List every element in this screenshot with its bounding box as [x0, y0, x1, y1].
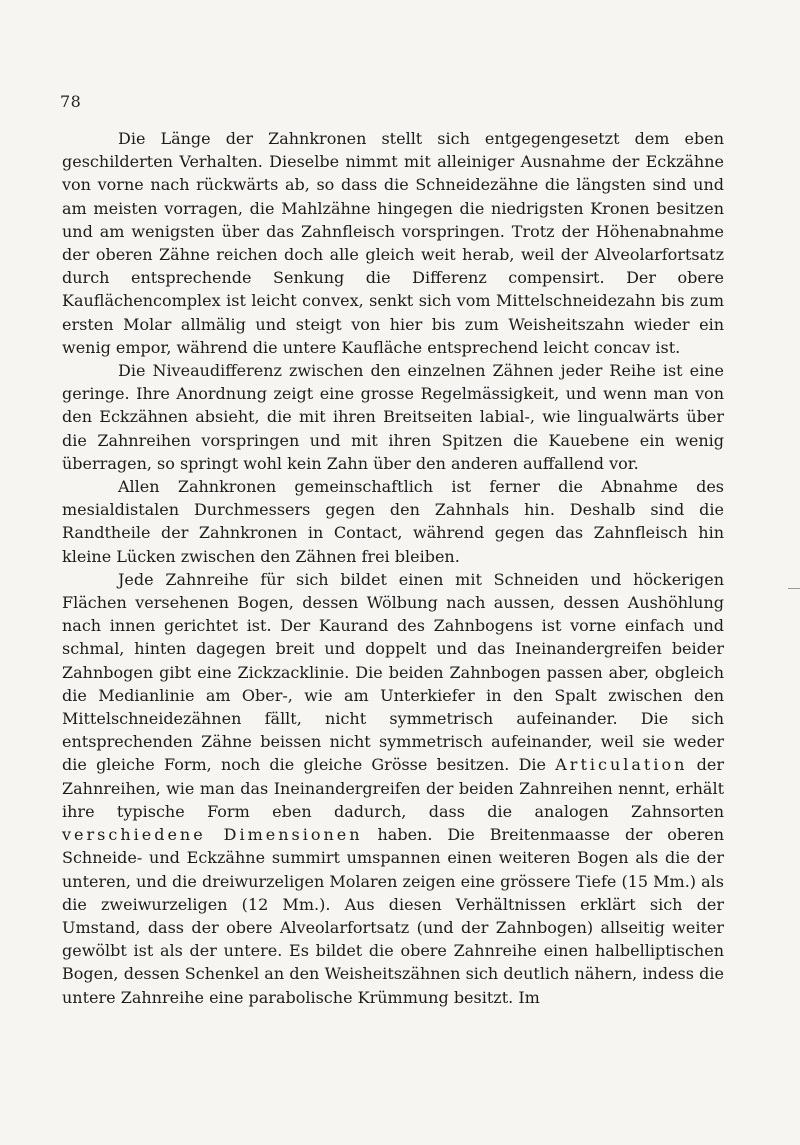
paragraph-3: Allen Zahnkronen gemeinschaftlich ist ferner die Abnahme des mesialdistalen Durchmessers gegen den Zahnhals hin. Deshalb sind die Randtheile der Zahnkronen in Contact, während gegen das Zahnfleisch hin kleine Lücken zwischen den Zähnen frei bleiben.: [62, 477, 724, 566]
paragraph-4-part-2: der Zahnreihen, wie man das Ineinandergreifen der beiden Zahnreihen nennt, erhält ihre typische Form eben dadurch, dass die analogen Zahnsorten: [62, 755, 724, 821]
emphasis-articulation: Articulation: [555, 755, 688, 775]
paragraph-4: [62, 568, 724, 1009]
page-number: 78: [60, 92, 82, 111]
body-text: [62, 127, 724, 1009]
paragraph-4-part-1: Jede Zahnreihe für sich bildet einen mit Schneiden und höckerigen Flächen versehenen Bogen, dessen Wölbung nach aussen, dessen Aushöhlung nach innen gerichtet ist. Der Kaurand des Zahnbogens ist vorne einfach und schmal, hinten dagegen breit und doppelt und das Ineinandergreifen beider Zahnbogen gibt eine Zickzacklinie. Die beiden Zahnbogen passen aber, obgleich die Medianlinie am Ober-, wie am Unterkiefer in den Spalt zwischen den Mittelschneidezähnen fällt, nicht symmetrisch aufeinander. Die sich entsprechenden Zähne beissen nicht symmetrisch aufeinander, weil sie weder die gleiche Form, noch die gleiche Grösse besitzen. Die: [62, 569, 724, 775]
paragraph-4-part-3: haben. Die Breitenmaasse der oberen Schneide- und Eckzähne summirt umspannen einen weiteren Bogen als die der unteren, und die dreiwurzeligen Molaren zeigen eine grössere Tiefe (15 Mm.) als die zweiwurzeligen (12 Mm.). Aus diesen Verhältnissen erklärt sich der Umstand, dass der obere Alveolarfortsatz (und der Zahnbogen) allseitig weiter gewölbt ist als der untere. Es bildet die obere Zahnreihe einen halbelliptischen Bogen, dessen Schenkel an den Weisheitszähnen sich deutlich nähern, indess die untere Zahnreihe eine parabolische Krümmung besitzt. Im: [62, 825, 725, 1007]
margin-mark: [788, 588, 800, 589]
paragraph-1: Die Länge der Zahnkronen stellt sich entgegengesetzt dem eben geschilderten Verhalten. Dieselbe nimmt mit alleiniger Ausnahme der Eckzähne von vorne nach rückwärts ab, so dass die Schneidezähne die längsten sind und am meisten vorragen, die Mahlzähne hingegen die niedrigsten Kronen besitzen und am wenigsten über das Zahnfleisch vorspringen. Trotz der Höhenabnahme der oberen Zähne reichen doch alle gleich weit herab, weil der Alveolarfortsatz durch entsprechende Senkung die Differenz compensirt. Der obere Kauflächencomplex ist leicht convex, senkt sich vom Mittelschneidezahn bis zum ersten Molar allmälig und steigt von hier bis zum Weisheitszahn wieder ein wenig empor, während die untere Kaufläche entsprechend leicht concav ist.: [62, 129, 724, 357]
emphasis-verschiedene-dimensionen: verschiedene Dimensionen: [62, 825, 363, 845]
paragraph-2: Die Niveaudifferenz zwischen den einzelnen Zähnen jeder Reihe ist eine geringe. Ihre Anordnung zeigt eine grosse Regelmässigkeit, und wenn man von den Eckzähnen absieht, die mit ihren Breitseiten labial-, wie lingualwärts über die Zahnreihen vorspringen und mit ihren Spitzen die Kauebene ein wenig überragen, so springt wohl kein Zahn über den anderen auffallend vor.: [62, 361, 724, 473]
